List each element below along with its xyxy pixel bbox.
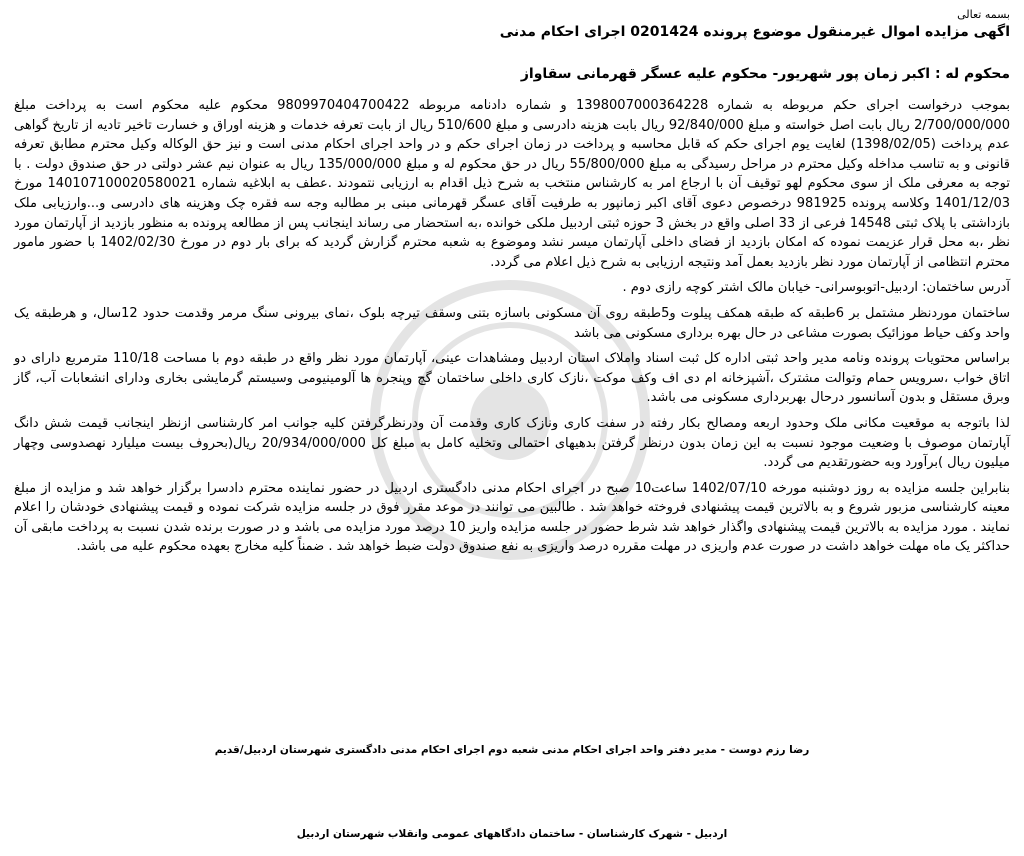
- footer-address: اردبیل - شهرک کارشناسان - ساختمان دادگاههای عمومی وانقلاب شهرستان اردبیل: [296, 828, 728, 840]
- paragraph-building-description: ساختمان موردنظر مشتمل بر 6طبقه که طبقه همکف پیلوت و5طبقه روی آن مسکونی باسازه بتنی وسقف تیرچه بلوک ،نمای بیرونی سنگ مرمر وقدمت حدود 12سال، و هرطبقه یک واحد وکف حیاط موزائیک بصورت مشاعی در حال بهره برداری مسکونی می باشد: [14, 305, 1010, 341]
- parties-line: محکوم له : اکبر زمان پور شهریور- محکوم علیه عسگر قهرمانی سقاواز: [520, 66, 1010, 82]
- paragraph-valuation: لذا باتوجه به موقعیت مکانی ملک وحدود اربعه ومصالح بکار رفته در سفت کاری ونازک کاری وقدمت آن ودرنظرگرفتن کلیه جوانب امر کارشناسی ازنظر اینجانب قیمت شش دانگ آپارتمان موصوف با وضعیت موجود نسبت به این زمان بدون درنظر گرفتن بدهیهای احتمالی وتخلیه کامل به مبلغ کل 20/934/000/000 ریال(بحروف بیست میلیارد نهصدوسی وچهار میلیون ریال )برآورد وبه حضورتقدیم می گردد.: [14, 415, 1010, 471]
- invocation-text: بسمه تعالی: [957, 8, 1010, 21]
- paragraph-apartment-description: براساس محتویات پرونده ونامه مدیر واحد ثبتی اداره کل ثبت اسناد واملاک استان اردبیل ومشاهدات عینی، آپارتمان مورد نظر واقع در طبقه دوم با مساحت 110/18 مترمربع دارای دو اتاق خواب ،سرویس حمام وتوالت مشترک ،آشپزخانه ام دی اف وکف موکت ،نازک کاری داخلی ساختمان گچ وپنجره ها آلومینیومی وسیستم گرمایشی بخاری ودارای انشعابات آب، گاز وبرق مستقل و بدون آسانسور درحال بهربرداری مسکونی می باشد.: [14, 351, 1011, 406]
- notice-body: [14, 96, 1010, 563]
- paragraph-auction-terms: بنابراین جلسه مزایده به روز دوشنبه مورخه 1402/07/10 ساعت10 صبح در اجرای احکام مدنی دادگستری اردبیل در حضور نماینده محترم دادسرا برگزار خواهد شد و مزایده از مبلغ معینه کارشناسی مزبور شروع و به بالاترین قیمت پیشنهادی فروخته خواهد شد . طالبین می توانند در موعد مقرر فوق در جلسه مزایده شرکت نموده و قیمت پیشنهادی خودشان را اعلام نمایند . مورد مزایده به بالاترین قیمت پیشنهادی واگذار خواهد شد شرط حضور در جلسه مزایده واریز 10 درصد مورد مزایده می باشد و در صورت برنده شدن نسبت به پرداخت مابقی آن حداکثر یک ماه مهلت خواهد داشت در صورت عدم واریزی در مهلت مقرره درصد واریزی به نفع صندوق دولت ضبط خواهد شد . ضمناً کلیه مخارج بعهده محکوم علیه می باشد.: [14, 480, 1011, 555]
- paragraph-address: آدرس ساختمان: اردبیل-اتوبوسرانی- خیابان مالک اشتر کوچه رازی دوم .: [622, 280, 1010, 296]
- paragraph-case-details: بموجب درخواست اجرای حکم مربوطه به شماره 1398007000364228 و شماره دادنامه مربوطه 9809970404700422 محکوم علیه محکوم است به پرداخت مبلغ 2/700/000/000 ریال بابت اصل خواسته و مبلغ 92/840/000 ریال بابت هزینه دادرسی و مبلغ 510/600 ریال از بابت تعرفه خدمات و هزینه اوراق و خسارت تاخیر تادیه از تاریخ گواهی عدم پرداخت (1398/02/05) لغایت یوم اجرای حکم که قابل محاسبه و پرداخت در زمان اجرای حکم و در واحد اجرای احکام مدنی است و نیز حق الوکاله وکیل محترم مطابق تعرفه قانونی و به تناسب مداخله وکیل محترم در مراحل رسیدگی به مبلغ 55/800/000 ریال در حق محکوم له و مبلغ 135/000/000 ریال به عنوان نیم عشر دولتی در حق صندوق دولت . با توجه به معرفی ملک از سوی محکوم لهو توقیف آن با ارجاع امر به کارشناس منتخب به شرح ذیل اقدام به ارزیابی نتمودند .عطف به ابلاغیه شماره 140107100020580021 مورخ 1401/12/03 وکلاسه پرونده 981925 درخصوص دعوی آقای اکبر زمانپور به طرفیت آقای عسگر قهرمانی مبنی بر مطالبه وجه سه فقره چک وهزینه های دادرسی و...وارزیابی ملک بازداشتی با پلاک ثبتی 14548 فرعی از 33 اصلی واقع در بخش 3 حوزه ثبتی اردبیل ملکی خوانده ،به استحضار می رساند اینجانب پس از مطالعه پرونده به منظور بازدید از آپارتمان مورد نظر ،به محل قرار عزیمت نموده که امکان بازدید از فضای داخلی آپارتمان میسر نشد وموضوع به شعبه محترم گزارش گردید که برای بار دوم در مورخ 1402/02/30 با حضور مامور محترم انتظامی از آپارتمان مورد نظر بازدید بعمل آمد ونتیجه ارزیابی به شرح ذیل اعلام می گردد.: [14, 98, 1011, 270]
- notice-title: اگهی مزایده اموال غیرمنقول موضوع پرونده 0201424 اجرای احکام مدنی: [499, 24, 1010, 40]
- signature-line: رضا رزم دوست - مدیر دفتر واحد اجرای احکام مدنی شعبه دوم اجرای احکام مدنی دادگستری شهرستان اردبیل/قدیم: [214, 744, 810, 756]
